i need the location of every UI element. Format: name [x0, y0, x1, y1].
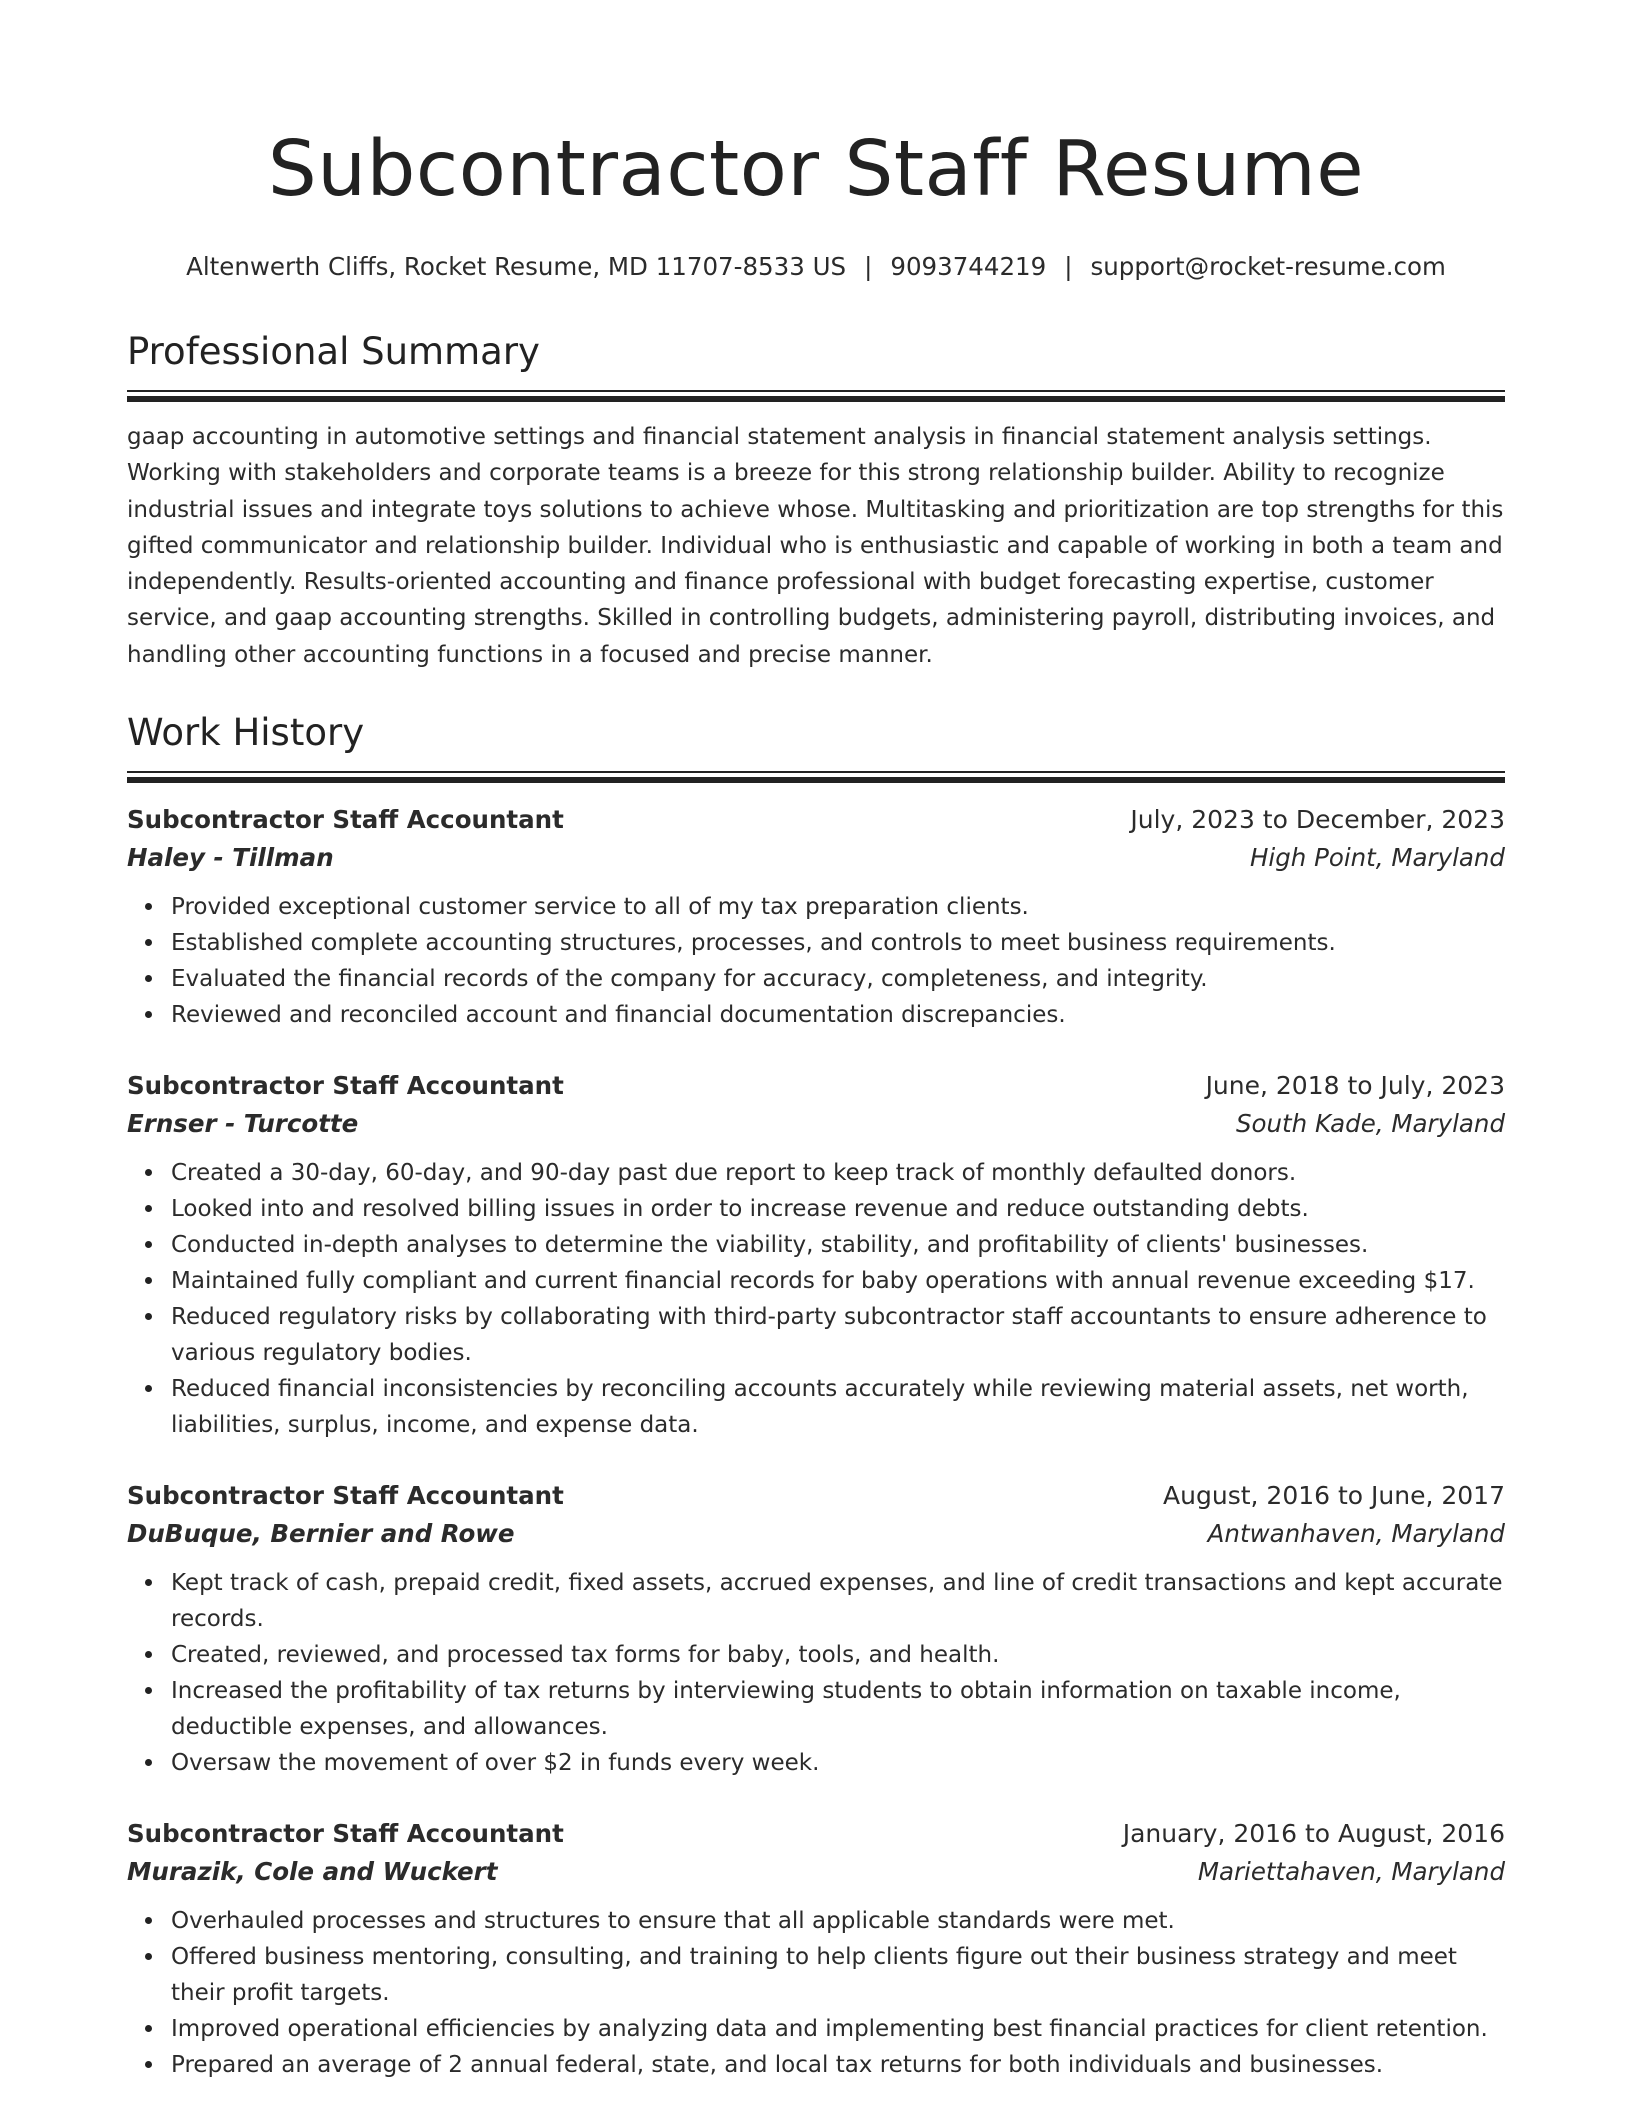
professional-summary-section	[127, 328, 1505, 673]
job-bullet: Offered business mentoring, consulting, and training to help clients figure out their business strategy and meet their profit targets.	[171, 1939, 1505, 2011]
job-bullet: Increased the profitability of tax returns by interviewing students to obtain information on taxable income, deductible expenses, and allowances.	[171, 1673, 1505, 1745]
job-dates: January, 2016 to August, 2016	[1122, 1819, 1505, 1849]
section-heading-summary: Professional Summary	[127, 330, 540, 373]
contact-address: Altenwerth Cliffs, Rocket Resume, MD 11707-8533 US	[186, 252, 847, 281]
job-bullet: Established complete accounting structures, processes, and controls to meet business requirements.	[171, 925, 1505, 961]
job-entry	[127, 801, 1505, 1033]
contact-separator: |	[864, 252, 873, 281]
contact-email: support@rocket-resume.com	[1090, 252, 1446, 281]
section-divider	[127, 390, 1505, 402]
job-bullet: Improved operational efficiencies by analyzing data and implementing best financial practices for client retention.	[171, 2011, 1505, 2047]
job-bullet: Conducted in-depth analyses to determine the viability, stability, and profitability of clients' businesses.	[171, 1227, 1505, 1263]
job-bullet-list	[127, 1155, 1505, 1443]
job-title: Subcontractor Staff Accountant	[127, 805, 564, 835]
job-company-row	[127, 1515, 1505, 1553]
job-bullet: Reduced financial inconsistencies by reconciling accounts accurately while reviewing material assets, net worth, liabilities, surplus, income, and expense data.	[171, 1371, 1505, 1443]
job-title: Subcontractor Staff Accountant	[127, 1071, 564, 1101]
job-location: Mariettahaven, Maryland	[1197, 1857, 1505, 1887]
job-entry	[127, 1815, 1505, 2083]
section-divider	[127, 771, 1505, 783]
job-company: DuBuque, Bernier and Rowe	[127, 1519, 515, 1549]
job-company-row	[127, 1105, 1505, 1143]
job-bullet: Maintained fully compliant and current financial records for baby operations with annual revenue exceeding $17.	[171, 1263, 1505, 1299]
job-bullet: Created, reviewed, and processed tax forms for baby, tools, and health.	[171, 1637, 1505, 1673]
job-company-row	[127, 839, 1505, 877]
job-bullet-list	[127, 1565, 1505, 1781]
contact-line	[127, 250, 1505, 284]
job-entry	[127, 1477, 1505, 1781]
job-dates: June, 2018 to July, 2023	[1205, 1071, 1505, 1101]
job-company: Ernser - Turcotte	[127, 1109, 359, 1139]
job-bullet-list	[127, 889, 1505, 1033]
section-heading-work-history: Work History	[127, 711, 365, 755]
job-bullet: Looked into and resolved billing issues in order to increase revenue and reduce outstanding debts.	[171, 1191, 1505, 1227]
job-company: Murazik, Cole and Wuckert	[127, 1857, 498, 1887]
job-company-row	[127, 1853, 1505, 1891]
job-title: Subcontractor Staff Accountant	[127, 1819, 564, 1849]
job-list	[127, 801, 1505, 2083]
job-bullet: Evaluated the financial records of the company for accuracy, completeness, and integrity.	[171, 961, 1505, 997]
job-bullet: Kept track of cash, prepaid credit, fixed assets, accrued expenses, and line of credit transactions and kept accurate records.	[171, 1565, 1505, 1637]
job-bullet: Reviewed and reconciled account and financial documentation discrepancies.	[171, 997, 1505, 1033]
contact-phone: 9093744219	[890, 252, 1047, 281]
job-bullet: Overhauled processes and structures to ensure that all applicable standards were met.	[171, 1903, 1505, 1939]
job-bullet: Provided exceptional customer service to all of my tax preparation clients.	[171, 889, 1505, 925]
job-location: Antwanhaven, Maryland	[1207, 1519, 1505, 1549]
job-bullet: Prepared an average of 2 annual federal, state, and local tax returns for both individuals and businesses.	[171, 2047, 1505, 2083]
job-entry	[127, 1067, 1505, 1443]
job-header-row	[127, 801, 1505, 839]
job-dates: July, 2023 to December, 2023	[1130, 805, 1505, 835]
summary-paragraph: gaap accounting in automotive settings and financial statement analysis in financial statement analysis settings. Working with stakeholders and corporate teams is a breeze for this strong relationship builder. Ability to recognize industrial issues and integrate toys solutions to achieve whose. Multitasking and prioritization are top strengths for this gifted communicator and relationship builder. Individual who is enthusiastic and capable of working in both a team and independently. Results-oriented accounting and finance professional with budget forecasting expertise, customer service, and gaap accounting strengths. Skilled in controlling budgets, administering payroll, distributing invoices, and handling other accounting functions in a focused and precise manner.	[127, 424, 1504, 668]
contact-separator: |	[1064, 252, 1073, 281]
job-bullet: Created a 30-day, 60-day, and 90-day past due report to keep track of monthly defaulted donors.	[171, 1155, 1505, 1191]
job-title: Subcontractor Staff Accountant	[127, 1481, 564, 1511]
job-dates: August, 2016 to June, 2017	[1163, 1481, 1505, 1511]
job-company: Haley - Tillman	[127, 843, 334, 873]
job-bullet: Reduced regulatory risks by collaborating with third-party subcontractor staff accountants to ensure adherence to various regulatory bodies.	[171, 1299, 1505, 1371]
job-bullet-list	[127, 1903, 1505, 2083]
job-header-row	[127, 1067, 1505, 1105]
job-location: High Point, Maryland	[1249, 843, 1505, 873]
job-header-row	[127, 1815, 1505, 1853]
job-location: South Kade, Maryland	[1235, 1109, 1505, 1139]
work-history-section	[127, 709, 1505, 2083]
resume-title: Subcontractor Staff Resume	[267, 125, 1365, 214]
job-bullet: Oversaw the movement of over $2 in funds every week.	[171, 1745, 1505, 1781]
job-header-row	[127, 1477, 1505, 1515]
